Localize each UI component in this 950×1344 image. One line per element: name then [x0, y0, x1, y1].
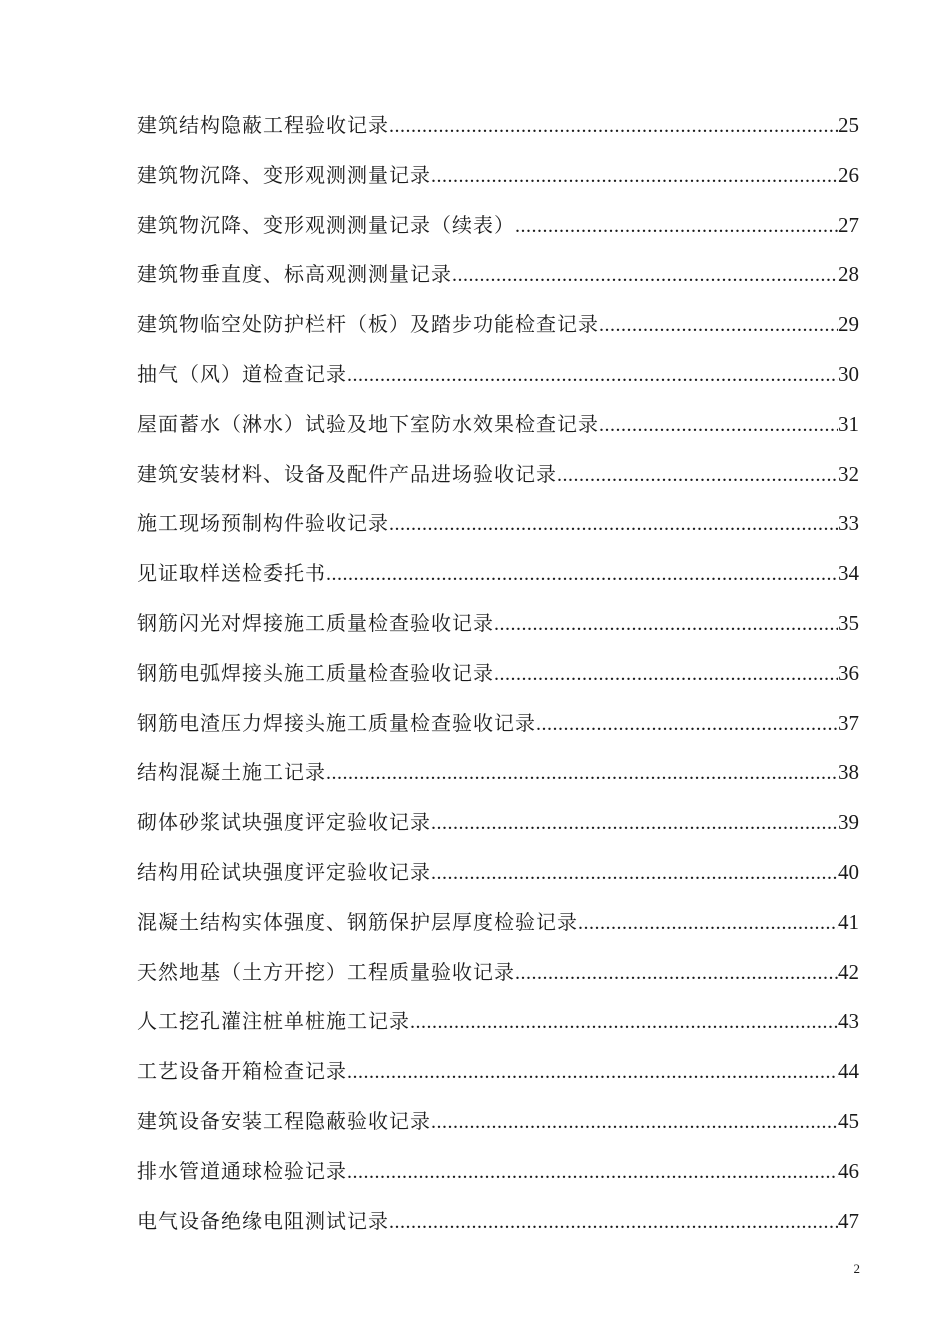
toc-dot-leader — [326, 749, 838, 798]
toc-entry-title: 电气设备绝缘电阻测试记录 — [137, 1208, 389, 1233]
toc-dot-leader — [347, 1148, 838, 1197]
toc-entry-title: 工艺设备开箱检查记录 — [137, 1059, 347, 1084]
toc-entry-title: 钢筋闪光对焊接施工质量检查验收记录 — [137, 610, 494, 635]
toc-dot-leader — [578, 899, 838, 948]
toc-entry-title: 人工挖孔灌注桩单桩施工记录 — [137, 1009, 410, 1034]
toc-entry[interactable] — [137, 1197, 859, 1247]
toc-dot-leader — [452, 251, 838, 300]
toc-dot-leader — [431, 849, 838, 898]
toc-entry-page: 42 — [838, 959, 859, 984]
toc-entry-page: 30 — [838, 361, 859, 386]
toc-dot-leader — [494, 600, 838, 649]
toc-entry-title: 建筑物沉降、变形观测测量记录（续表） — [137, 212, 515, 237]
toc-entry[interactable] — [137, 898, 859, 948]
toc-entry[interactable] — [137, 948, 859, 998]
toc-entry-title: 钢筋电渣压力焊接头施工质量检查验收记录 — [137, 710, 536, 735]
toc-entry[interactable] — [137, 1147, 859, 1197]
toc-entry-page: 32 — [838, 461, 859, 486]
page-number: 2 — [853, 1261, 860, 1276]
toc-entry-page: 44 — [838, 1059, 859, 1084]
toc-dot-leader — [389, 1198, 838, 1247]
toc-entry[interactable] — [137, 350, 859, 400]
toc-entry-title: 建筑物沉降、变形观测测量记录 — [137, 162, 431, 187]
toc-entry-page: 45 — [838, 1108, 859, 1133]
toc-entry-page: 47 — [838, 1208, 859, 1233]
toc-entry-title: 建筑设备安装工程隐蔽验收记录 — [137, 1108, 431, 1133]
toc-entry-title: 结构混凝土施工记录 — [137, 760, 326, 785]
toc-entry-title: 钢筋电弧焊接头施工质量检查验收记录 — [137, 660, 494, 685]
toc-entry-page: 36 — [838, 660, 859, 685]
toc-dot-leader — [599, 301, 838, 350]
toc-entry[interactable] — [137, 649, 859, 699]
toc-dot-leader — [347, 1048, 838, 1097]
toc-entry-title: 屋面蓄水（淋水）试验及地下室防水效果检查记录 — [137, 411, 599, 436]
toc-dot-leader — [599, 401, 838, 450]
toc-entry-page: 27 — [838, 212, 859, 237]
toc-entry-title: 建筑物临空处防护栏杆（板）及踏步功能检查记录 — [137, 312, 599, 337]
toc-dot-leader — [431, 152, 838, 201]
toc-dot-leader — [389, 500, 838, 549]
toc-entry[interactable] — [137, 1047, 859, 1097]
toc-entry[interactable] — [137, 748, 859, 798]
toc-entry[interactable] — [137, 549, 859, 599]
toc-entry[interactable] — [137, 400, 859, 450]
toc-entry[interactable] — [137, 599, 859, 649]
toc-entry[interactable] — [137, 300, 859, 350]
toc-entry-title: 建筑安装材料、设备及配件产品进场验收记录 — [137, 461, 557, 486]
toc-entry-page: 46 — [838, 1158, 859, 1183]
toc-entry-page: 40 — [838, 859, 859, 884]
toc-entry[interactable] — [137, 848, 859, 898]
toc-entry-title: 排水管道通球检验记录 — [137, 1158, 347, 1183]
toc-dot-leader — [410, 998, 838, 1047]
toc-entry-page: 41 — [838, 909, 859, 934]
toc-dot-leader — [326, 550, 838, 599]
toc-entry-page: 25 — [838, 113, 859, 137]
toc-dot-leader — [515, 202, 838, 251]
toc-entry-page: 33 — [838, 511, 859, 536]
toc-entry[interactable] — [137, 101, 859, 151]
toc-entry-title: 结构用砼试块强度评定验收记录 — [137, 859, 431, 884]
toc-entry-title: 建筑结构隐蔽工程验收记录 — [137, 113, 389, 137]
toc-entry[interactable] — [137, 499, 859, 549]
toc-entry-page: 26 — [838, 162, 859, 187]
toc-entry-page: 39 — [838, 810, 859, 835]
toc-entry[interactable] — [137, 699, 859, 749]
toc-dot-leader — [389, 102, 838, 151]
toc-entry-page: 34 — [838, 561, 859, 586]
toc-entry[interactable] — [137, 250, 859, 300]
toc-entry-title: 抽气（风）道检查记录 — [137, 361, 347, 386]
toc-entry-page: 35 — [838, 610, 859, 635]
toc-entry-page: 38 — [838, 760, 859, 785]
toc-entry-title: 施工现场预制构件验收记录 — [137, 511, 389, 536]
toc-entry-title: 见证取样送检委托书 — [137, 561, 326, 586]
toc-entry[interactable] — [137, 798, 859, 848]
toc-entry-title: 建筑物垂直度、标高观测测量记录 — [137, 262, 452, 287]
toc-dot-leader — [431, 799, 838, 848]
toc-entry-page: 31 — [838, 411, 859, 436]
toc-dot-leader — [347, 351, 838, 400]
toc-dot-leader — [515, 949, 838, 998]
toc-entry-page: 37 — [838, 710, 859, 735]
toc-dot-leader — [557, 451, 838, 500]
toc-entry-page: 28 — [838, 262, 859, 287]
toc-entry-title: 砌体砂浆试块强度评定验收记录 — [137, 810, 431, 835]
toc-entry[interactable] — [137, 997, 859, 1047]
toc-entry-title: 混凝土结构实体强度、钢筋保护层厚度检验记录 — [137, 909, 578, 934]
toc-entry[interactable] — [137, 450, 859, 500]
toc-entry[interactable] — [137, 151, 859, 201]
toc-entry-page: 43 — [838, 1009, 859, 1034]
toc-dot-leader — [431, 1098, 838, 1147]
toc-entry[interactable] — [137, 201, 859, 251]
toc-entry-page: 29 — [838, 312, 859, 337]
toc-dot-leader — [536, 700, 838, 749]
toc-entry-title: 天然地基（土方开挖）工程质量验收记录 — [137, 959, 515, 984]
table-of-contents — [137, 101, 859, 1246]
toc-entry[interactable] — [137, 1097, 859, 1147]
toc-dot-leader — [494, 650, 838, 699]
